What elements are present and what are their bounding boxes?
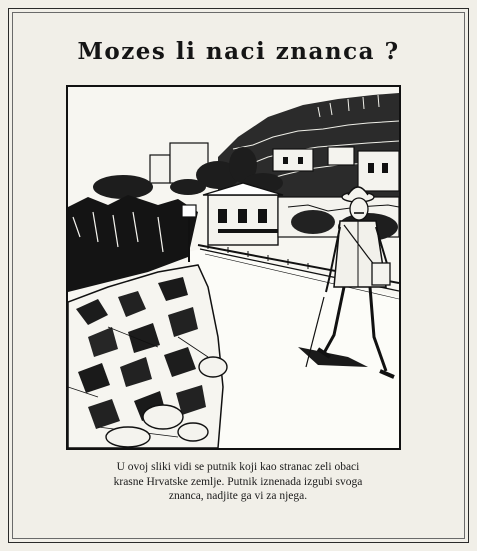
puzzle-title: Mozes li naci znanca ? xyxy=(77,38,400,65)
caption-line: znanca, nadjite ga vi za njega. xyxy=(168,490,308,502)
caption-line: krasne Hrvatske zemlje. Putnik iznenada izgubi svoga xyxy=(113,475,363,488)
puzzle-caption xyxy=(78,460,398,504)
caption-line: U ovoj sliki vidi se putnik koji kao stranac zeli obaci xyxy=(116,461,360,473)
puzzle-illustration xyxy=(66,85,401,450)
stone-wall xyxy=(68,265,227,448)
